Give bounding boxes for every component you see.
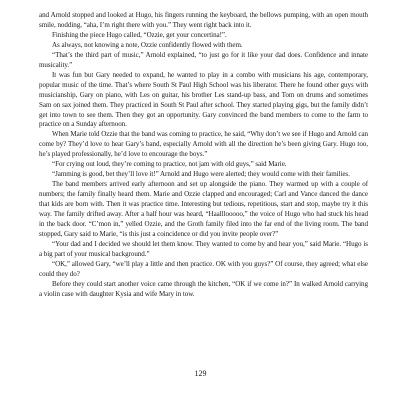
paragraph: When Marie told Ozzie that the band was coming to practice, he said, “Why don’t we see if Hugo and Arnold can come by? They’d love to hear Gary’s band, especially Arnold with all the direction he’s been giving Gary. Hugo too, he’s played professionally, he’d love to encourage the boys.” (39, 130, 368, 159)
body-text (39, 11, 368, 300)
paragraph: Before they could start another voice came through the kitchen, “OK if we come in?” In walked Arnold carrying a violin case with daughter Kysia and wife Mary in tow. (39, 279, 368, 298)
paragraph: It was fun but Gary needed to expand, he wanted to play in a combo with musicians his age, contemporary, popular music of the time. That’s where South St Paul High School was his liberator. There he found other guys with musicianship, Gary on piano, with Les on guitar, his brother Les stand-up bass, and Tom on drums and sometimes Sam on sax joined them. They practiced in South St Paul after school. They started playing gigs, but the family didn’t get into town to see them. Then they got an opportunity. Gary convinced the band members to come to the farm to practice on a Sunday afternoon. (39, 70, 368, 129)
paragraph: “Your dad and I decided we should let them know. They wanted to come by and hear you,” said Marie. “Hugo is a big part of your musical background.” (39, 239, 368, 258)
paragraph: and Arnold stopped and looked at Hugo, his fingers running the keyboard, the bellows pumping, with an open mouth smile, nodding, “aha, I’m right there with you.” They went right back into it. (39, 11, 368, 29)
paragraph: Finishing the piece Hugo called, “Ozzie, get your concertina!”. (52, 30, 227, 39)
paragraph: The band members arrived early afternoon and set up alongside the piano. They warmed up with a couple of numbers; the family finally heard them. Marie and Ozzie clapped and encouraged; Carl and Vance danced the dance that kids are born with. Then it was practice time. Interesting but tedious, repetitious, start and stop, maybe try it this way. The family drifted away. After a half hour was heard, “Haalllooooo,” the voice of Hugo who had stuck his head in the back door. “C’mon in,” yelled Ozzie, and the Groth family filed into the far end of the living room. The band stopped, Gary said to Marie, “is this just a coincidence or did you invite people over?” (39, 180, 368, 238)
paragraph: As always, not knowing a note, Ozzie confidently flowed with them. (52, 40, 243, 49)
paragraph: “Jamming is good, bet they’ll love it!” Arnold and Hugo were alerted; they would come with their families. (52, 170, 350, 179)
paragraph: “That’s the third part of music,” Arnold explained, “to just go for it like your dad does. Confidence and innate musicality.” (39, 50, 368, 69)
page-number: 129 (194, 369, 207, 378)
paragraph: “For crying out loud, they’re coming to practice, not jam with old guys,” said Marie. (52, 160, 287, 169)
paragraph: “OK,” allowed Gary, “we’ll play a little and then practice. OK with you guys?” Of course, they agreed; what else could they do? (39, 259, 368, 278)
